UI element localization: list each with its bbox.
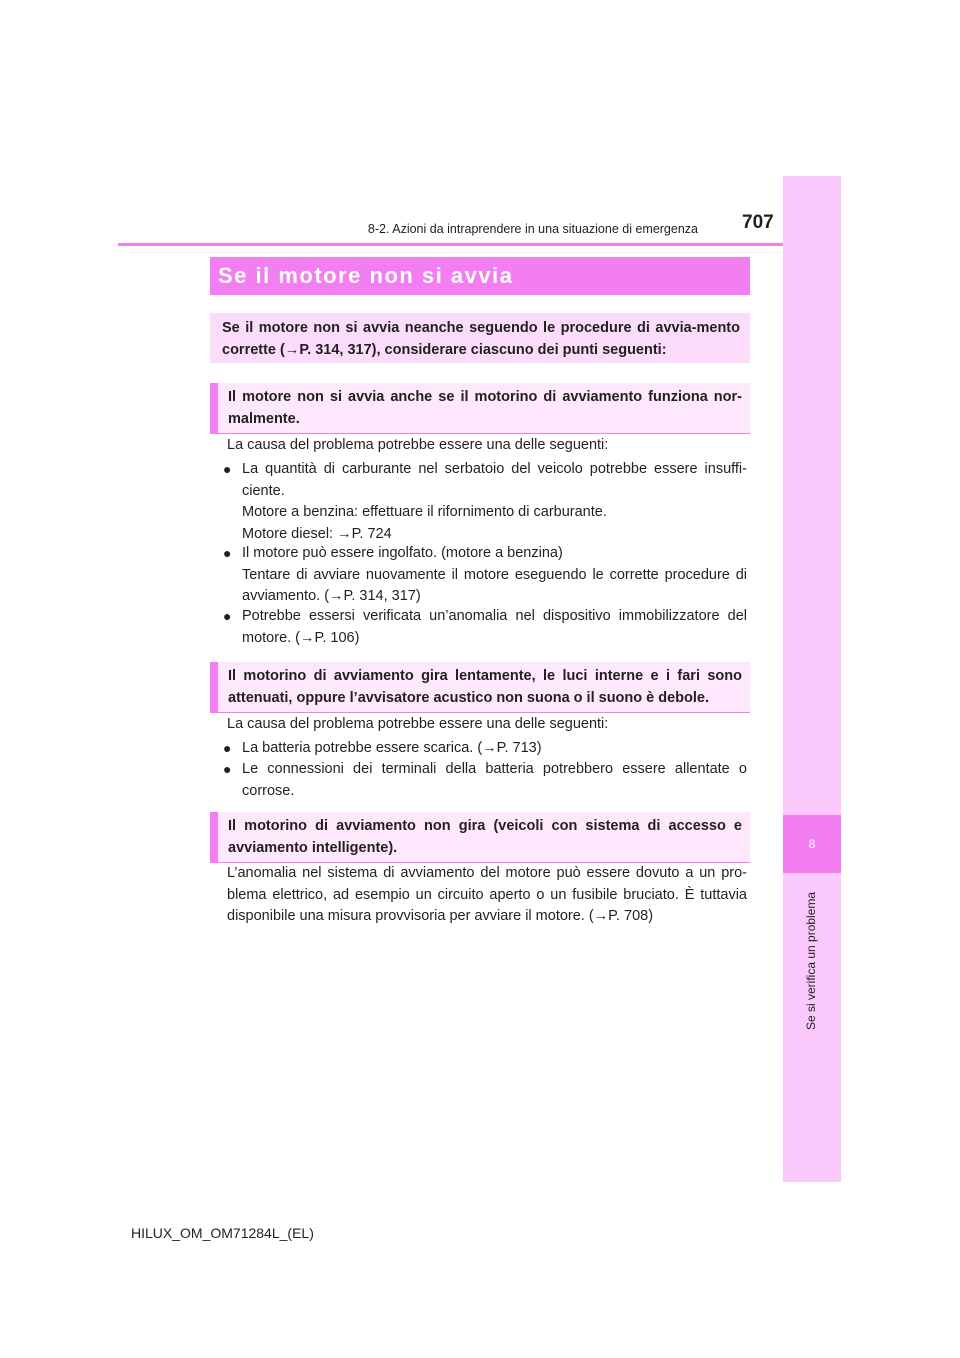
list-item-text: Potrebbe essersi verificata un’anomalia nel dispositivo immobilizzatore del motore. (→P. 106) [242, 608, 747, 646]
list-item-text: Il motore può essere ingolfato. (motore a benzina) Tentare di avviare nuovamente il motore eseguendo le corrette procedure di avviamento. (→P. 314, 317) [242, 545, 747, 604]
list-item [223, 759, 747, 802]
section-reference: 8-2. Azioni da intraprendere in una situazione di emergenza [367, 222, 698, 236]
bullet-icon: ● [223, 461, 232, 477]
list-item-text: La quantità di carburante nel serbatoio del veicolo potrebbe essere insuffi-ciente. Motore a benzina: effettuare il rifornimento di carburante. Motore diesel: →P. 724 [242, 461, 747, 542]
list-item [223, 459, 747, 545]
section-2-lead: La causa del problema potrebbe essere una delle seguenti: [227, 716, 609, 732]
page-title-bar [210, 257, 750, 295]
page-number: 707 [742, 212, 774, 233]
header-divider [118, 243, 783, 246]
chapter-label-text: Se si verifica un problema [804, 891, 818, 1030]
bullet-icon: ● [223, 545, 232, 561]
list-item [223, 738, 747, 760]
section-heading-1: Il motore non si avvia anche se il motorino di avviamento funziona nor-malmente. [210, 383, 750, 434]
list-item-text: Le connessioni dei terminali della batteria potrebbero essere allentate o corrose. [242, 761, 747, 799]
bullet-icon: ● [223, 740, 232, 756]
section-heading-3: Il motorino di avviamento non gira (veicoli con sistema di accesso e avviamento intelligente). [210, 812, 750, 863]
intro-box: Se il motore non si avvia neanche seguendo le procedure di avvia-mento corrette (→P. 314, 317), considerare ciascuno dei punti seguenti: [210, 313, 750, 363]
section-1-lead: La causa del problema potrebbe essere una delle seguenti: [227, 437, 609, 453]
side-tab-strip [783, 176, 841, 1182]
section-heading-2: Il motorino di avviamento gira lentamente, le luci interne e i fari sono attenuati, oppure l’avvisatore acustico non suona o il suono è debole. [210, 662, 750, 713]
bullet-icon: ● [223, 608, 232, 624]
chapter-label [802, 880, 820, 1030]
section-3-paragraph: L’anomalia nel sistema di avviamento del motore può essere dovuto a un pro-blema elettrico, ad esempio un circuito aperto o un fusibile bruciato. È tuttavia disponibile una misura provvisoria per avviare il motore. (→P. 708) [227, 865, 747, 924]
list-item [223, 543, 747, 608]
bullet-icon: ● [223, 761, 232, 777]
page-title: Se il motore non si avvia [218, 263, 514, 288]
list-item-text: La batteria potrebbe essere scarica. (→P. 713) [242, 740, 542, 756]
document-code: HILUX_OM_OM71284L_(EL) [131, 1225, 314, 1241]
chapter-number-tab [783, 815, 841, 873]
chapter-number: 8 [808, 837, 816, 851]
list-item [223, 606, 747, 649]
